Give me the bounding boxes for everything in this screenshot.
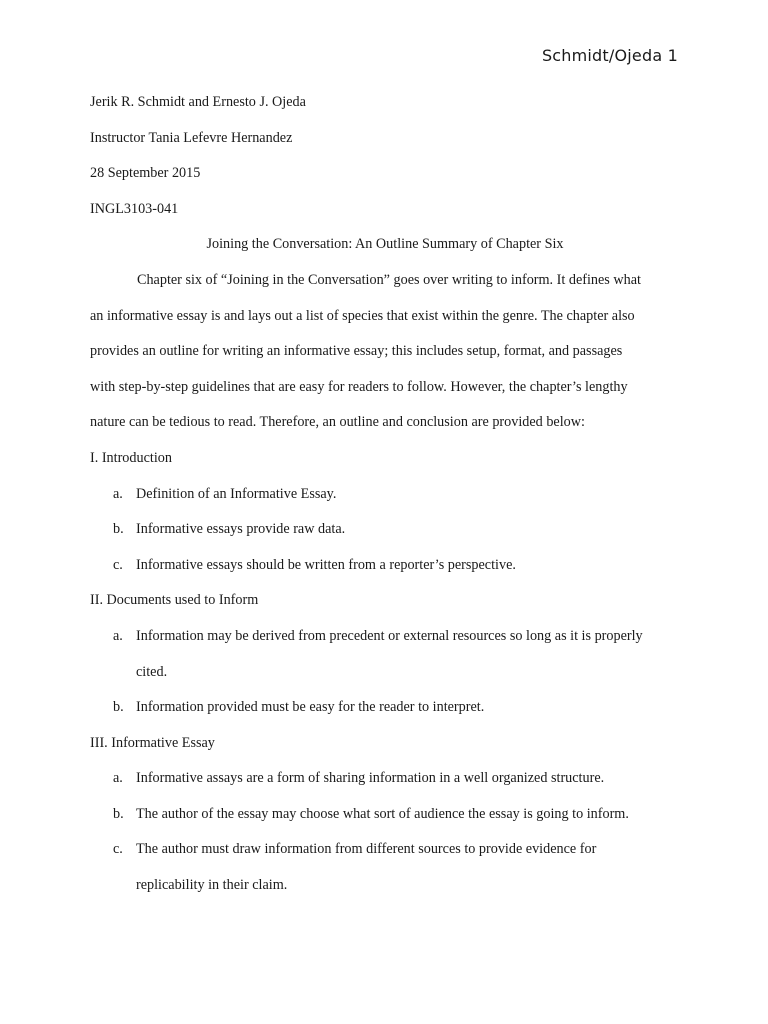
outline-item-marker: c. xyxy=(113,556,123,573)
outline-item-marker: a. xyxy=(113,627,123,644)
outline-item-text: Informative assays are a form of sharing information in a well organized structure. xyxy=(136,770,605,787)
paragraph-line: nature can be tedious to read. Therefore, an outline and conclusion are provided below: xyxy=(90,414,585,431)
document-body xyxy=(90,90,680,909)
outline-item-marker: a. xyxy=(113,485,123,502)
outline-item xyxy=(90,766,680,802)
outline-item xyxy=(90,553,680,589)
outline-heading: III. Informative Essay xyxy=(90,734,215,751)
outline-item-marker: b. xyxy=(113,805,124,822)
document-date: 28 September 2015 xyxy=(90,165,201,182)
outline-section xyxy=(90,588,680,730)
outline-item xyxy=(90,624,680,660)
outline-item xyxy=(90,695,680,731)
outline-section xyxy=(90,731,680,909)
outline-item-text: Information may be derived from precedent or external resources so long as it is properly xyxy=(136,627,643,644)
outline-item-text: Informative essays should be written from a reporter’s perspective. xyxy=(136,556,516,573)
outline-item xyxy=(90,837,680,873)
paragraph-line: with step-by-step guidelines that are easy for readers to follow. However, the chapter’s lengthy xyxy=(90,378,628,395)
outline-heading: II. Documents used to Inform xyxy=(90,592,259,609)
paragraph-line: Chapter six of “Joining in the Conversation” goes over writing to inform. It defines what xyxy=(137,271,641,288)
outline-item-marker: b. xyxy=(113,521,124,538)
instructor-name: Instructor Tania Lefevre Hernandez xyxy=(90,129,293,146)
author-names: Jerik R. Schmidt and Ernesto J. Ojeda xyxy=(90,94,306,110)
outline-item-text: Definition of an Informative Essay. xyxy=(136,485,337,502)
outline-item xyxy=(90,517,680,553)
intro-paragraph xyxy=(90,268,680,446)
outline-item xyxy=(90,802,680,838)
outline-item-marker: c. xyxy=(113,841,123,858)
paragraph-line: an informative essay is and lays out a list of species that exist within the genre. The chapter also xyxy=(90,307,635,324)
outline-item-marker: b. xyxy=(113,699,124,716)
running-head: Schmidt/Ojeda 1 xyxy=(541,46,678,65)
outline-item-text: Informative essays provide raw data. xyxy=(136,521,346,538)
outline-item-continuation: replicability in their claim. xyxy=(136,877,288,894)
outline-item-text: Information provided must be easy for the reader to interpret. xyxy=(136,699,485,716)
outline-item-text: The author must draw information from different sources to provide evidence for xyxy=(136,841,597,858)
course-code: INGL3103-041 xyxy=(90,200,179,217)
outline-item-text: The author of the essay may choose what sort of audience the essay is going to inform. xyxy=(136,805,629,822)
document-title: Joining the Conversation: An Outline Summary of Chapter Six xyxy=(206,236,564,253)
outline-heading: I. Introduction xyxy=(90,449,172,466)
outline-item-continuation: cited. xyxy=(136,663,168,680)
outline-item xyxy=(90,482,680,518)
outline-item-marker: a. xyxy=(113,770,123,787)
paragraph-line: provides an outline for writing an informative essay; this includes setup, format, and passages xyxy=(90,343,623,360)
outline-section xyxy=(90,446,680,588)
